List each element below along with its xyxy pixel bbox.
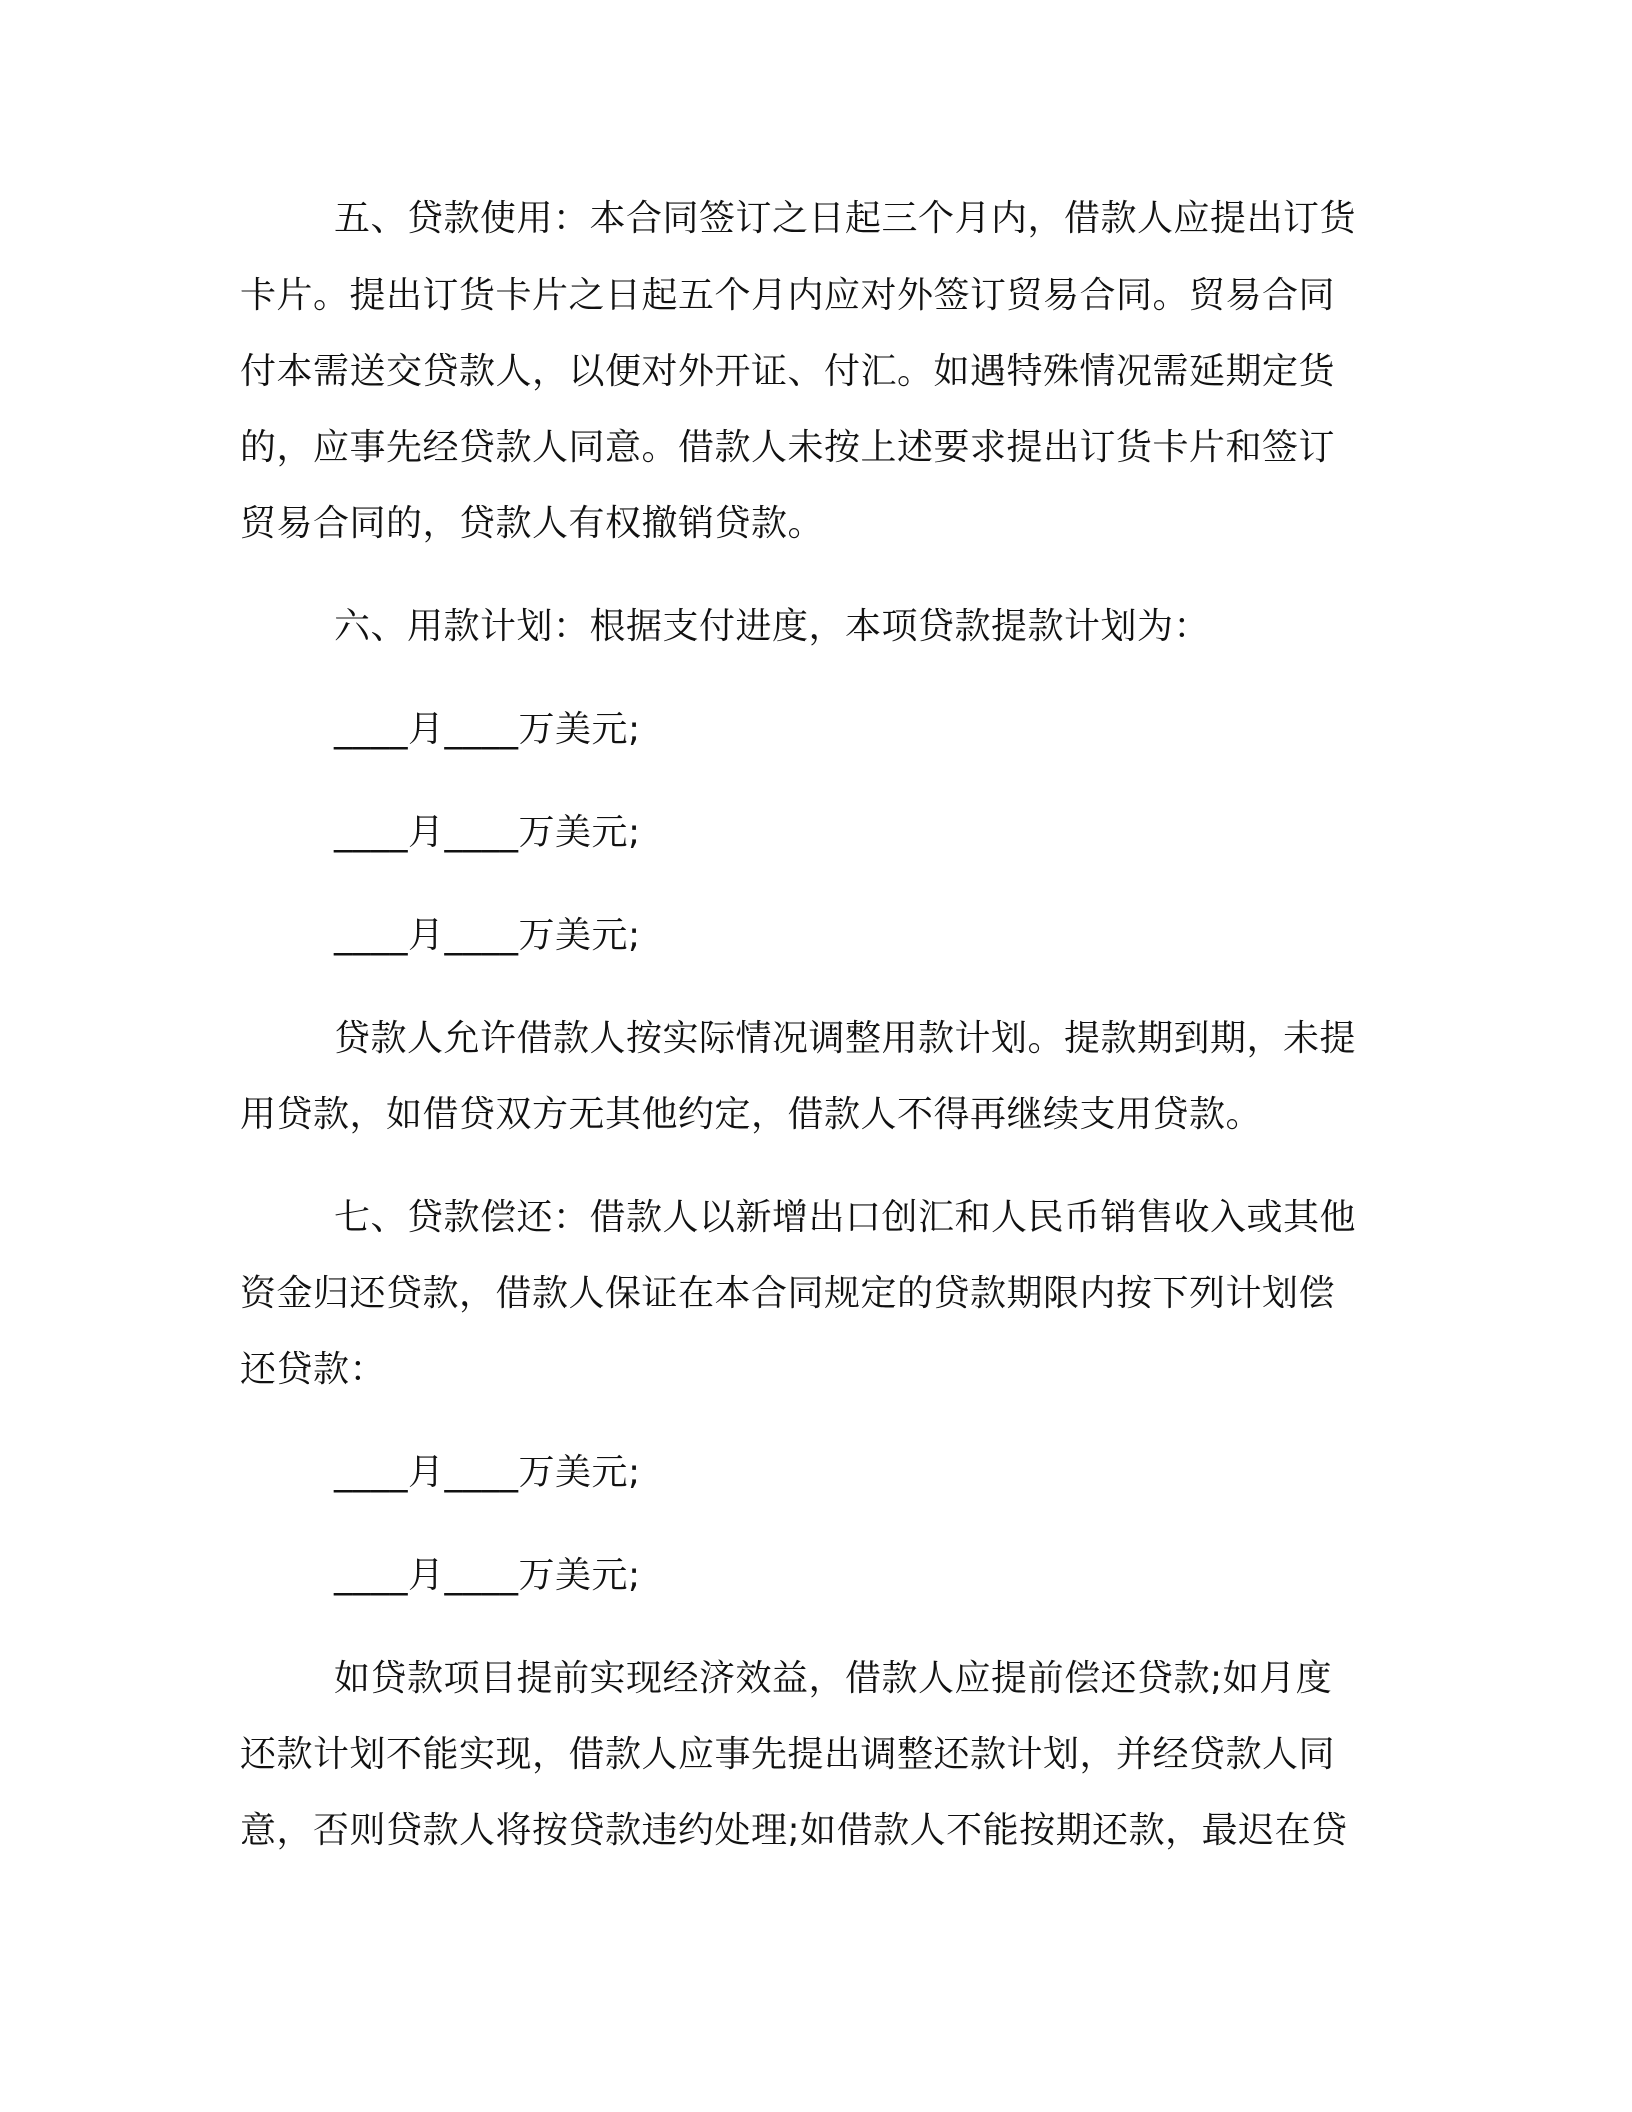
section6-plan-line-2: ____月____万美元; xyxy=(334,812,641,853)
section7-closing-line-3: 意，否则贷款人将按贷款违约处理;如借款人不能按期还款，最迟在贷 xyxy=(240,1810,1348,1851)
section5-line-2: 卡片。提出订货卡片之日起五个月内应对外签订贸易合同。贸易合同 xyxy=(240,275,1336,316)
section7-line-1: 七、贷款偿还：借款人以新增出口创汇和人民币销售收入或其他 xyxy=(334,1197,1357,1238)
section6-plan-line-1: ____月____万美元; xyxy=(334,709,641,750)
section5-line-4: 的，应事先经贷款人同意。借款人未按上述要求提出订货卡片和签订 xyxy=(240,427,1336,468)
section6-adjust-line-2: 用贷款，如借贷双方无其他约定，借款人不得再继续支用贷款。 xyxy=(240,1094,1263,1135)
section6-heading: 六、用款计划：根据支付进度，本项贷款提款计划为： xyxy=(334,606,1211,647)
section7-plan-line-2: ____月____万美元; xyxy=(334,1555,641,1596)
section5-line-1: 五、贷款使用：本合同签订之日起三个月内，借款人应提出订货 xyxy=(334,198,1357,239)
section6-adjust-line-1: 贷款人允许借款人按实际情况调整用款计划。提款期到期，未提 xyxy=(334,1018,1357,1059)
section7-line-2: 资金归还贷款，借款人保证在本合同规定的贷款期限内按下列计划偿 xyxy=(240,1273,1336,1314)
section7-closing-line-2: 还款计划不能实现，借款人应事先提出调整还款计划，并经贷款人同 xyxy=(240,1734,1336,1775)
section5-line-5: 贸易合同的，贷款人有权撤销贷款。 xyxy=(240,503,825,544)
section7-line-3: 还贷款： xyxy=(240,1349,387,1390)
section7-plan-line-1: ____月____万美元; xyxy=(334,1452,641,1493)
section5-line-3: 付本需送交贷款人，以便对外开证、付汇。如遇特殊情况需延期定货 xyxy=(240,351,1336,392)
section6-plan-line-3: ____月____万美元; xyxy=(334,915,641,956)
section7-closing-line-1: 如贷款项目提前实现经济效益，借款人应提前偿还贷款;如月度 xyxy=(334,1658,1333,1699)
